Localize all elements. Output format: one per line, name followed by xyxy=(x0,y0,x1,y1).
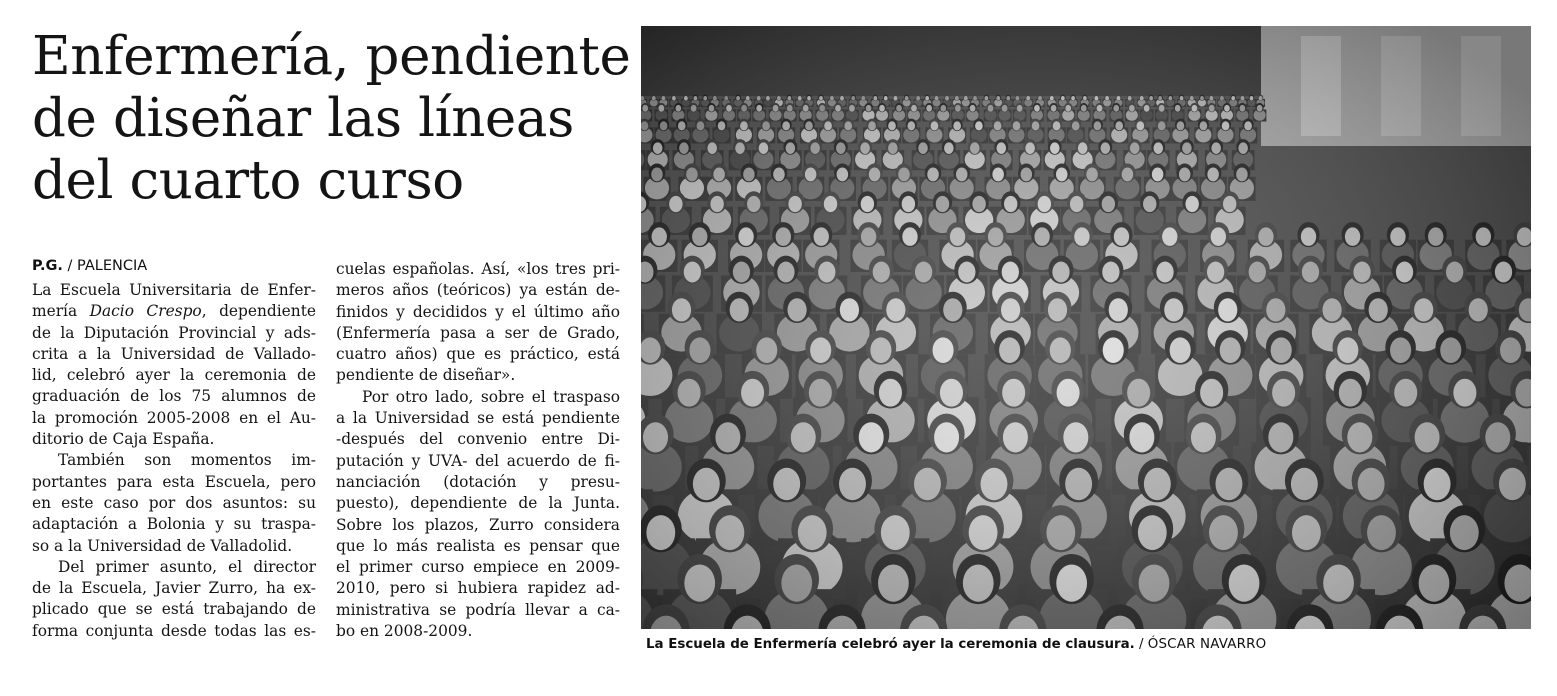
text-line: putación y UVA- del acuerdo de fi- xyxy=(336,451,620,470)
text-line: portantes para esta Escuela, pero xyxy=(32,472,316,491)
byline-separator: / xyxy=(62,258,77,274)
byline-place: PALENCIA xyxy=(77,258,148,274)
text-line: ministrativa se podría llevar a ca- xyxy=(336,600,620,619)
text-line: en este caso por dos asuntos: su xyxy=(32,493,316,512)
text-line: forma conjunta desde todas las es- xyxy=(32,621,316,640)
photo-caption xyxy=(646,637,1266,652)
text-line: mería Dacio Crespo, dependiente xyxy=(32,302,316,321)
text-line: cuelas españolas. Así, «los tres pri- xyxy=(336,260,620,278)
text-line: meros años (teóricos) ya están de- xyxy=(336,281,620,300)
headline-line-3: del cuarto curso xyxy=(32,150,464,211)
text-line: graduación de los 75 alumnos de xyxy=(32,387,316,406)
text-line: finidos y decididos y el último año xyxy=(336,302,620,321)
text-line: nanciación (dotación y presu- xyxy=(336,472,620,491)
text-line: plicado que se está trabajando de xyxy=(32,600,316,619)
headline-line-1: Enfermería, pendiente xyxy=(32,26,631,87)
text-line: (Enfermería pasa a ser de Grado, xyxy=(336,323,620,342)
text-line: la promoción 2005-2008 en el Au- xyxy=(32,408,316,427)
article-column-1 xyxy=(32,280,316,642)
text-line: pendiente de diseñar». xyxy=(336,366,516,385)
audience-image xyxy=(641,26,1531,629)
text-line: ditorio de Caja España. xyxy=(32,430,215,449)
graduation-photo xyxy=(641,26,1531,629)
text-line: La Escuela Universitaria de Enfer- xyxy=(32,281,316,299)
text-line: puesto), dependiente de la Junta. xyxy=(336,494,620,513)
text-line: Por otro lado, sobre el traspaso xyxy=(362,387,620,406)
text-line: adaptación a Bolonia y su traspa- xyxy=(32,515,316,534)
text-line: lid, celebró ayer la ceremonia de xyxy=(32,366,316,385)
text-line: cuatro años) que es práctico, está xyxy=(336,345,620,364)
text-line: crita a la Universidad de Vallado- xyxy=(32,344,316,363)
text-line: el primer curso empiece en 2009- xyxy=(336,558,620,577)
caption-separator: / xyxy=(1134,637,1148,652)
headline xyxy=(32,26,631,212)
text-line: -después del convenio entre Di- xyxy=(336,430,620,449)
photo-credit: ÓSCAR NAVARRO xyxy=(1147,637,1267,652)
text-line: Del primer asunto, el director xyxy=(58,557,316,576)
text-line: a la Universidad se está pendiente xyxy=(336,409,620,428)
byline-author: P.G. xyxy=(32,258,63,274)
text-line: de la Diputación Provincial y ads- xyxy=(32,323,316,342)
text-line: 2010, pero si hubiera rapidez ad- xyxy=(336,579,620,598)
text-line: que lo más realista es pensar que xyxy=(336,536,620,555)
text-line: También son momentos im- xyxy=(58,451,316,470)
text-line: so a la Universidad de Valladolid. xyxy=(32,536,293,555)
byline xyxy=(32,258,147,274)
text-line: Sobre los plazos, Zurro considera xyxy=(336,515,620,534)
caption-text: La Escuela de Enfermería celebró ayer la ceremonia de clausura. xyxy=(646,637,1135,652)
headline-line-2: de diseñar las líneas xyxy=(32,88,574,149)
article-column-2 xyxy=(336,259,620,642)
text-line: de la Escuela, Javier Zurro, ha ex- xyxy=(32,579,316,598)
text-line: bo en 2008-2009. xyxy=(336,622,473,641)
